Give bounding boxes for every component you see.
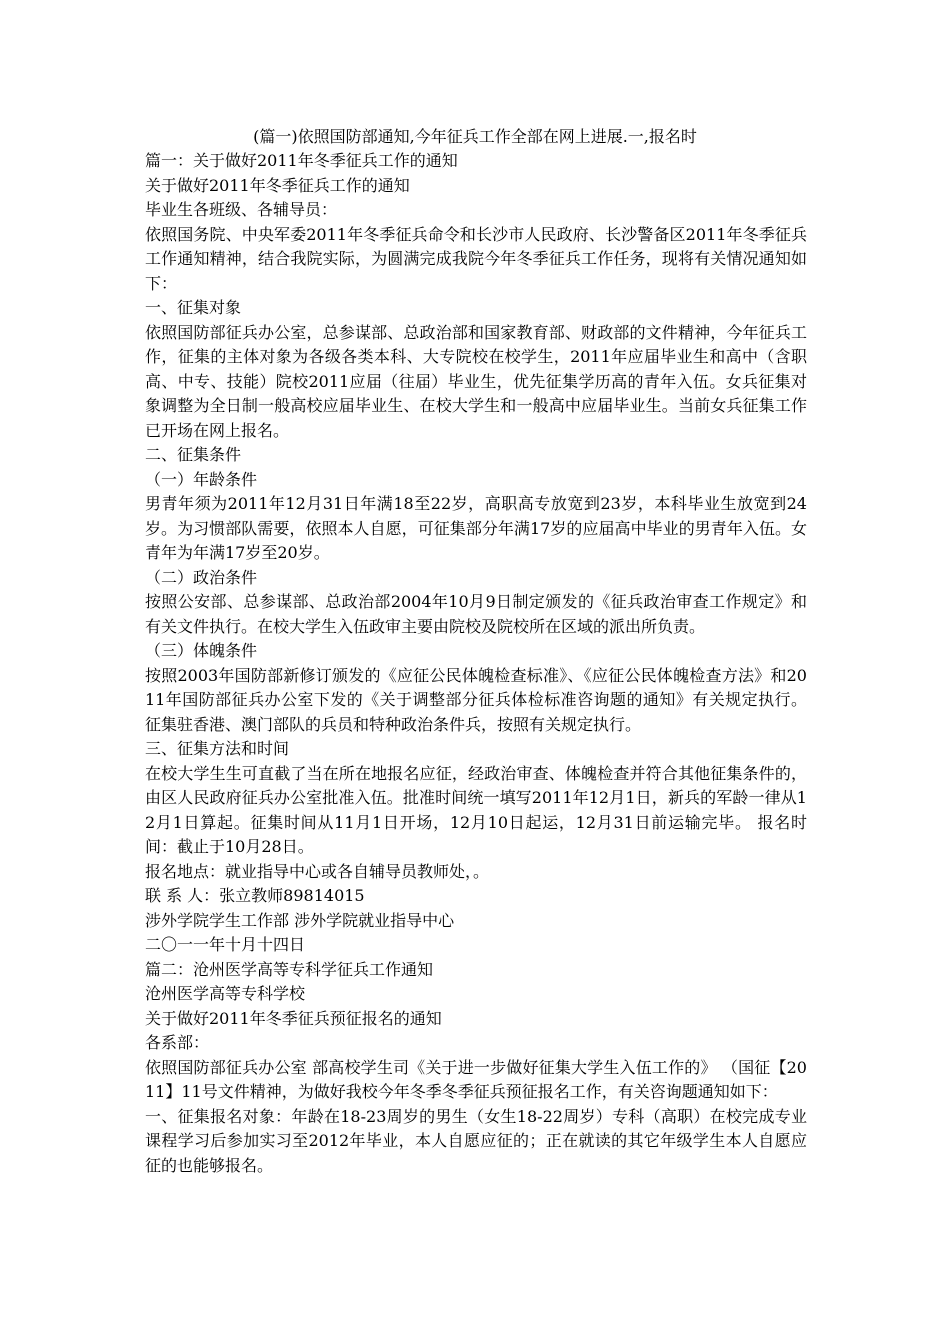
paragraph-24: 依照国防部征兵办公室 部高校学生司《关于进一步做好征集大学生入伍工作的》 （国征【2011】11号文件精神，为做好我校今年冬季冬季征兵预征报名工作，有关咨询题通知如下： [145,1057,807,1101]
paragraph-19: 二〇一一年十月十四日 [145,935,306,954]
paragraph-3: 毕业生各班级、各辅导员： [145,200,338,219]
paragraph-9: 男青年须为2011年12月31日年满18至22岁，高职高专放宽到23岁，本科毕业生放宽到24岁。为习惯部队需要，依照本人自愿，可征集部分年满17岁的应届高中毕业的男青年入伍。女青年为年满17岁至20岁。 [145,494,807,562]
paragraph-14: 三、征集方法和时间 [145,739,290,758]
paragraph-10: （二）政治条件 [145,567,258,587]
paragraph-7: 二、征集条件 [145,445,242,464]
paragraph-15: 在校大学生生可直截了当在所在地报名应征，经政治审查、体魄检查并符合其他征集条件的，由区人民政府征兵办公室批准入伍。批准时间统一填写2011年12月1日，新兵的军龄一律从12月1日算起。征集时间从11月1日开场，12月10日起运，12月31日前运输完毕。 报名时间：截止于10月28日。 [145,763,807,856]
paragraph-8: （一）年龄条件 [145,469,258,489]
paragraph-1: 篇一：关于做好2011年冬季征兵工作的通知 [145,151,458,170]
paragraph-2: 关于做好2011年冬季征兵工作的通知 [145,175,410,195]
paragraph-5: 一、征集对象 [145,298,242,317]
paragraph-13: 按照2003年国防部新修订颁发的《应征公民体魄检查标准》、《应征公民体魄检查方法》和2011年国防部征兵办公室下发的《关于调整部分征兵体检标准咨询题的通知》有关规定执行。 征集驻香港、澳门部队的兵员和特种政治条件兵，按照有关规定执行。 [145,665,807,734]
paragraph-25: 一、征集报名对象：年龄在18-23周岁的男生（女生18-22周岁）专科（高职）在校完成专业课程学习后参加实习至2012年毕业，本人自愿应征的；正在就读的其它年级学生本人自愿应征的也能够报名。 [145,1106,807,1175]
document-body [145,149,807,1178]
paragraph-17: 联 系 人：张立教师89814015 [145,886,365,905]
paragraph-22: 关于做好2011年冬季征兵预征报名的通知 [145,1008,442,1028]
paragraph-11: 按照公安部、总参谋部、总政治部2004年10月9日制定颁发的《征兵政治审查工作规定》和有关文件执行。在校大学生入伍政审主要由院校及院校所在区域的派出所负责。 [145,592,807,636]
paragraph-21: 沧州医学高等专科学校 [145,984,306,1003]
paragraph-16: 报名地点：就业指导中心或各自辅导员教师处，。 [145,861,490,881]
paragraph-12: （三）体魄条件 [145,641,258,660]
paragraph-23: 各系部： [145,1033,210,1052]
paragraph-18: 涉外学院学生工作部 涉外学院就业指导中心 [145,910,455,930]
document-title: (篇一)依照国防部通知,今年征兵工作全部在网上进展.一,报名时 [253,127,697,146]
paragraph-4: 依照国务院、中央军委2011年冬季征兵命令和长沙市人民政府、长沙警备区2011年冬季征兵工作通知精神，结合我院实际，为圆满完成我院今年冬季征兵工作任务，现将有关情况通知如下： [145,224,807,293]
paragraph-20: 篇二：沧州医学高等专科学征兵工作通知 [145,959,434,979]
paragraph-6: 依照国防部征兵办公室，总参谋部、总政治部和国家教育部、财政部的文件精神，今年征兵工作，征集的主体对象为各级各类本科、大专院校在校学生，2011年应届毕业生和高中（含职高、中专、技能）院校2011应届（往届）毕业生，优先征集学历高的青年入伍。女兵征集对象调整为全日制一般高校应届毕业生、在校大学生和一般高中应届毕业生。当前女兵征集工作已开场在网上报名。 [145,322,807,440]
